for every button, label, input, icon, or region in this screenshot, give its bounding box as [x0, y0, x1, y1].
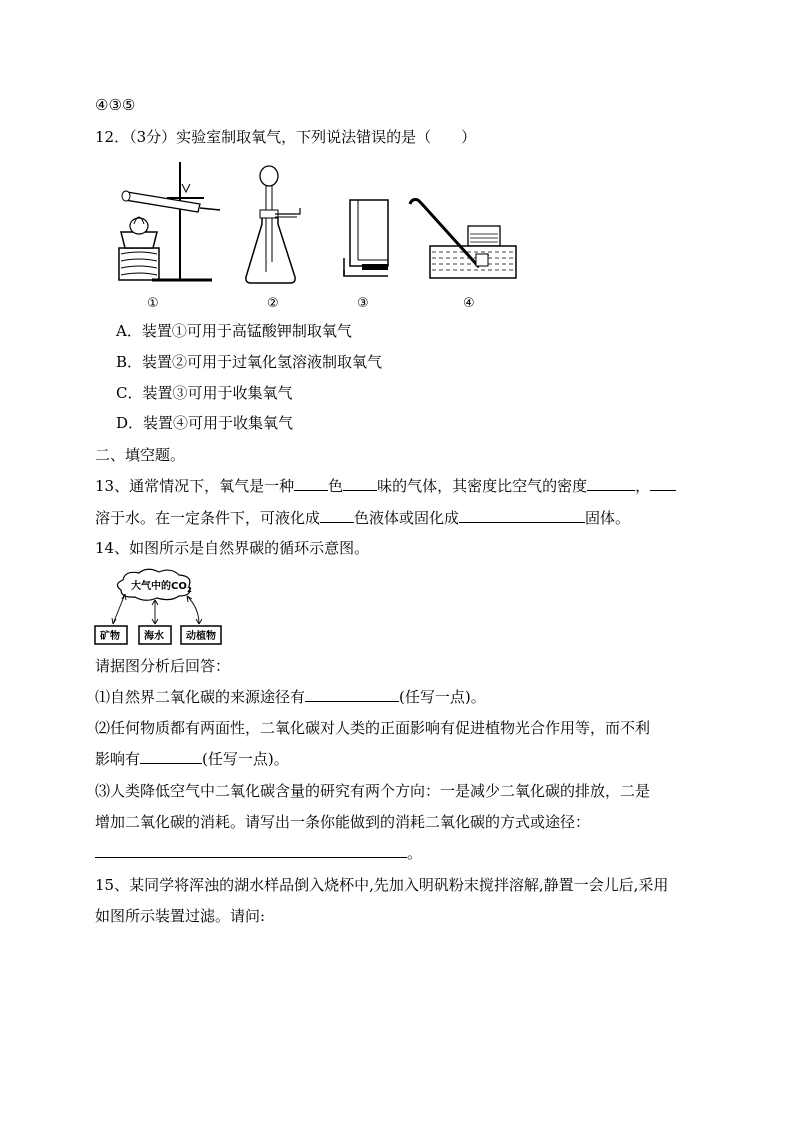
apparatus-1-figure — [112, 162, 222, 287]
option-b: B．装置②可用于过氧化氢溶液制取氧气 — [116, 353, 383, 371]
box-seawater-label: 海水 — [144, 631, 164, 642]
question-14-sub-2-line-2: 影响有 (任写一点)。 — [95, 750, 289, 768]
option-a: A．装置①可用于高锰酸钾制取氧气 — [116, 322, 352, 340]
apparatus-1-label: ① — [147, 296, 159, 311]
cloud-label: 大气中的CO — [131, 581, 187, 592]
apparatus-4-figure — [408, 196, 518, 286]
question-14-sub-3-line-2: 增加二氧化碳的消耗。请写出一条你能做到的消耗二氧化碳的方式或途径： — [95, 813, 591, 831]
question-13-line-2: 溶于水。在一定条件下，可液化成 色液体或固化成 固体。 — [95, 509, 631, 527]
cloud-subscript: 2 — [187, 586, 192, 594]
question-14-intro: 请据图分析后回答： — [95, 657, 231, 675]
option-c: C．装置③可用于收集氧气 — [116, 384, 293, 402]
question-14-stem: 14、如图所示是自然界碳的循环示意图。 — [95, 539, 370, 557]
question-14-sub-1: ⑴自然界二氧化碳的来源途径有 (任写一点)。 — [95, 688, 486, 706]
apparatus-2-figure — [242, 162, 302, 287]
apparatus-4-label: ④ — [463, 296, 475, 311]
apparatus-3-label: ③ — [357, 296, 369, 311]
question-12-stem: 12．（3分）实验室制取氧气，下列说法错误的是（ ） — [95, 128, 477, 146]
section-fill-in-title: 二、填空题。 — [95, 446, 186, 464]
box-minerals-label: 矿物 — [100, 631, 120, 642]
apparatus-3-figure — [340, 198, 400, 283]
box-organisms-label: 动植物 — [186, 631, 216, 642]
apparatus-2-label: ② — [267, 296, 279, 311]
option-d: D．装置④可用于收集氧气 — [116, 414, 294, 432]
question-14-sub-3-line-1: ⑶人类降低空气中二氧化碳含量的研究有两个方向：一是减少二氧化碳的排放，二是 — [95, 782, 651, 800]
previous-answer: ④③⑤ — [95, 96, 136, 114]
question-14-sub-3-answer: 。 — [95, 843, 422, 863]
question-13-line-1: 13、通常情况下，氧气是一种 色 味的气体，其密度比空气的密度 ， — [95, 476, 676, 496]
arrow-minerals — [113, 594, 125, 624]
question-15-line-1: 15、某同学将浑浊的湖水样品倒入烧杯中,先加入明矾粉末搅拌溶解,静置一会儿后,采用 — [95, 876, 669, 894]
carbon-cycle-diagram — [95, 568, 225, 648]
arrow-organisms — [187, 596, 199, 624]
question-15-line-2: 如图所示装置过滤。请问: — [95, 907, 266, 925]
question-14-sub-2-line-1: ⑵任何物质都有两面性，二氧化碳对人类的正面影响有促进植物光合作用等，而不利 — [95, 719, 651, 737]
